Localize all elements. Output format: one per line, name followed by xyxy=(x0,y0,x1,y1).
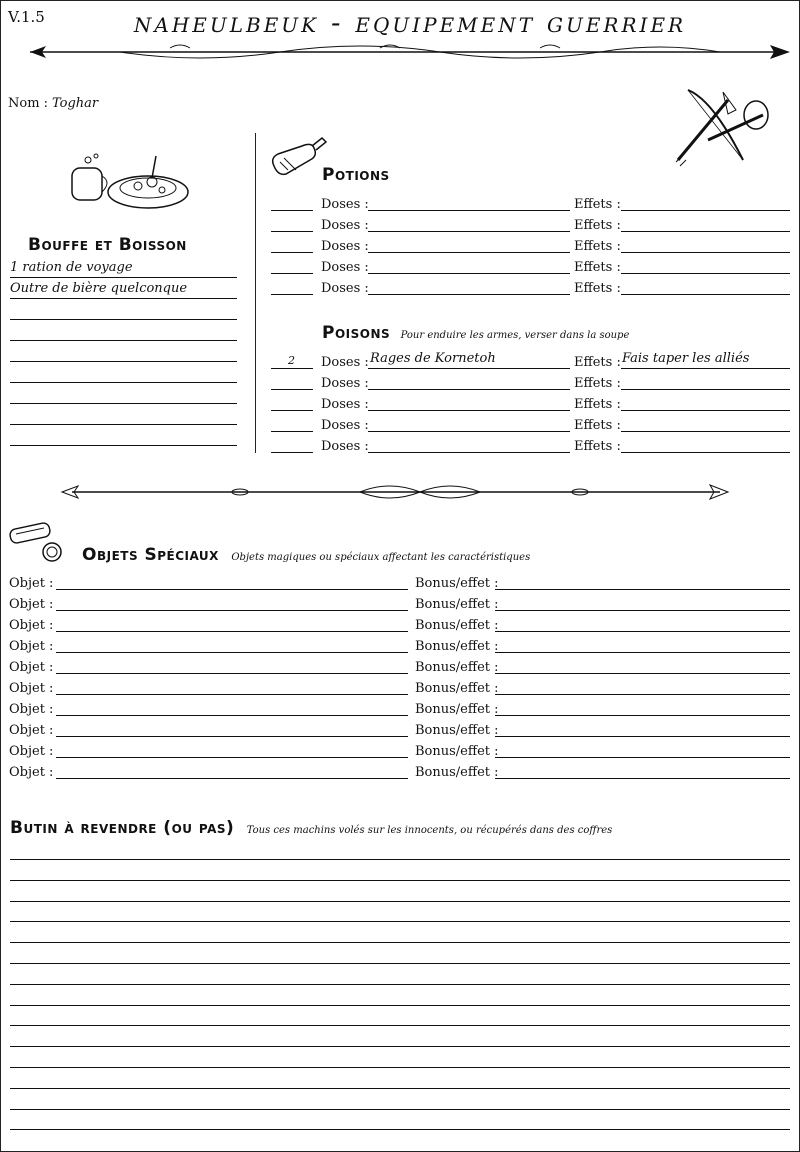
potions-effets-line[interactable] xyxy=(621,252,790,253)
objet-label: Objet : xyxy=(9,660,54,675)
bonus-label: Bonus/effet : xyxy=(415,702,499,717)
potions-doses-label: Doses : xyxy=(321,239,369,254)
potions-qty-line[interactable] xyxy=(271,252,313,253)
poisons-qty-line[interactable] xyxy=(271,410,313,411)
bonus-line[interactable] xyxy=(495,589,790,590)
butin-line[interactable] xyxy=(10,984,790,985)
food-icon xyxy=(68,150,188,220)
potions-qty-line[interactable] xyxy=(271,231,313,232)
butin-line[interactable] xyxy=(10,1067,790,1068)
bonus-line[interactable] xyxy=(495,610,790,611)
bouffe-line[interactable] xyxy=(10,445,237,446)
poisons-doses-line[interactable] xyxy=(368,452,570,453)
poisons-title: Poisons xyxy=(322,323,391,343)
potions-effets-line[interactable] xyxy=(621,294,790,295)
bouffe-heading: Bouffe et Boisson xyxy=(28,235,187,255)
objet-line[interactable] xyxy=(56,778,408,779)
bonus-label: Bonus/effet : xyxy=(415,765,499,780)
bonus-label: Bonus/effet : xyxy=(415,723,499,738)
objet-line[interactable] xyxy=(56,757,408,758)
bonus-line[interactable] xyxy=(495,631,790,632)
potions-doses-line[interactable] xyxy=(368,273,570,274)
potions-qty-line[interactable] xyxy=(271,294,313,295)
spear-ornament-icon xyxy=(0,38,800,68)
potions-effets-label: Effets : xyxy=(574,218,621,233)
bonus-line[interactable] xyxy=(495,778,790,779)
bonus-label: Bonus/effet : xyxy=(415,660,499,675)
objet-label: Objet : xyxy=(9,765,54,780)
poisons-qty[interactable]: 2 xyxy=(288,354,295,367)
bouffe-entry[interactable]: Outre de bière quelconque xyxy=(10,281,188,296)
objet-line[interactable] xyxy=(56,589,408,590)
objet-label: Objet : xyxy=(9,597,54,612)
bonus-line[interactable] xyxy=(495,736,790,737)
butin-line[interactable] xyxy=(10,859,790,860)
objet-label: Objet : xyxy=(9,744,54,759)
objet-line[interactable] xyxy=(56,652,408,653)
potions-effets-label: Effets : xyxy=(574,281,621,296)
potions-doses-line[interactable] xyxy=(368,294,570,295)
page-title: naheulbeuk - equipement guerrier xyxy=(133,6,687,39)
bouffe-line[interactable] xyxy=(10,424,237,425)
bonus-line[interactable] xyxy=(495,673,790,674)
butin-line[interactable] xyxy=(10,901,790,902)
butin-line[interactable] xyxy=(10,1046,790,1047)
poisons-qty-line[interactable] xyxy=(271,368,313,369)
bonus-label: Bonus/effet : xyxy=(415,576,499,591)
poisons-effets-line[interactable] xyxy=(621,410,790,411)
bouffe-entry[interactable]: 1 ration de voyage xyxy=(10,260,133,275)
poisons-doses-line[interactable] xyxy=(368,389,570,390)
butin-line[interactable] xyxy=(10,921,790,922)
objet-label: Objet : xyxy=(9,639,54,654)
bonus-line[interactable] xyxy=(495,757,790,758)
objet-line[interactable] xyxy=(56,736,408,737)
poisons-heading xyxy=(322,323,629,343)
bouffe-line[interactable] xyxy=(10,361,237,362)
objet-line[interactable] xyxy=(56,715,408,716)
bouffe-line[interactable] xyxy=(10,382,237,383)
poisons-effets-label: Effets : xyxy=(574,439,621,454)
potions-doses-label: Doses : xyxy=(321,218,369,233)
nom-value[interactable]: Toghar xyxy=(52,96,99,111)
butin-heading xyxy=(10,818,612,838)
potions-doses-line[interactable] xyxy=(368,210,570,211)
potions-qty-line[interactable] xyxy=(271,273,313,274)
poisons-doses-label: Doses : xyxy=(321,397,369,412)
potions-doses-label: Doses : xyxy=(321,260,369,275)
poisons-effets-value[interactable]: Fais taper les alliés xyxy=(622,351,750,366)
butin-line[interactable] xyxy=(10,1109,790,1110)
poisons-qty-line[interactable] xyxy=(271,389,313,390)
butin-line[interactable] xyxy=(10,1005,790,1006)
poisons-doses-label: Doses : xyxy=(321,439,369,454)
objet-line[interactable] xyxy=(56,694,408,695)
poisons-effets-line[interactable] xyxy=(621,431,790,432)
butin-line[interactable] xyxy=(10,1129,790,1130)
poisons-effets-line[interactable] xyxy=(621,389,790,390)
poisons-effets-label: Effets : xyxy=(574,376,621,391)
objet-label: Objet : xyxy=(9,576,54,591)
butin-line[interactable] xyxy=(10,1088,790,1089)
bonus-line[interactable] xyxy=(495,715,790,716)
potions-effets-line[interactable] xyxy=(621,231,790,232)
bonus-label: Bonus/effet : xyxy=(415,639,499,654)
poisons-effets-label: Effets : xyxy=(574,397,621,412)
objet-line[interactable] xyxy=(56,610,408,611)
butin-line[interactable] xyxy=(10,880,790,881)
potions-effets-line[interactable] xyxy=(621,210,790,211)
bonus-label: Bonus/effet : xyxy=(415,597,499,612)
bouffe-line[interactable] xyxy=(10,340,237,341)
potion-bottle-icon xyxy=(268,132,328,182)
poisons-doses-label: Doses : xyxy=(321,418,369,433)
butin-line[interactable] xyxy=(10,1025,790,1026)
potions-doses-line[interactable] xyxy=(368,231,570,232)
bouffe-line[interactable] xyxy=(10,298,237,299)
poisons-doses-label: Doses : xyxy=(321,376,369,391)
bouffe-line[interactable] xyxy=(10,277,237,278)
poisons-subtitle: Pour enduire les armes, verser dans la soupe xyxy=(400,330,630,341)
weapons-icon xyxy=(668,80,778,170)
poisons-doses-line[interactable] xyxy=(368,410,570,411)
objet-label: Objet : xyxy=(9,723,54,738)
potions-doses-label: Doses : xyxy=(321,197,369,212)
poisons-doses-line[interactable] xyxy=(368,368,570,369)
objet-label: Objet : xyxy=(9,618,54,633)
potions-effets-line[interactable] xyxy=(621,273,790,274)
objets-title: Objets Spéciaux xyxy=(82,545,219,565)
potions-doses-line[interactable] xyxy=(368,252,570,253)
poisons-effets-line[interactable] xyxy=(621,452,790,453)
poisons-doses-line[interactable] xyxy=(368,431,570,432)
objet-label: Objet : xyxy=(9,681,54,696)
poisons-effets-label: Effets : xyxy=(574,355,621,370)
staff-ornament-icon xyxy=(60,480,760,504)
poisons-effets-label: Effets : xyxy=(574,418,621,433)
column-divider xyxy=(255,133,256,453)
poisons-qty-line[interactable] xyxy=(271,431,313,432)
potions-qty-line[interactable] xyxy=(271,210,313,211)
butin-line[interactable] xyxy=(10,963,790,964)
bouffe-line[interactable] xyxy=(10,403,237,404)
butin-line[interactable] xyxy=(10,942,790,943)
bonus-line[interactable] xyxy=(495,694,790,695)
objet-line[interactable] xyxy=(56,631,408,632)
butin-subtitle: Tous ces machins volés sur les innocents, ou récupérés dans des coffres xyxy=(246,825,613,836)
version-label: V.1.5 xyxy=(8,8,45,26)
potions-effets-label: Effets : xyxy=(574,239,621,254)
potions-effets-label: Effets : xyxy=(574,197,621,212)
bonus-line[interactable] xyxy=(495,652,790,653)
bonus-label: Bonus/effet : xyxy=(415,744,499,759)
potions-heading: Potions xyxy=(322,165,390,185)
objet-line[interactable] xyxy=(56,673,408,674)
poisons-effets-line[interactable] xyxy=(621,368,790,369)
bonus-label: Bonus/effet : xyxy=(415,618,499,633)
poisons-doses-value[interactable]: Rages de Kornetoh xyxy=(370,351,496,366)
objet-label: Objet : xyxy=(9,702,54,717)
potions-doses-label: Doses : xyxy=(321,281,369,296)
potions-effets-label: Effets : xyxy=(574,260,621,275)
poisons-doses-label: Doses : xyxy=(321,355,369,370)
objets-subtitle: Objets magiques ou spéciaux affectant les caractéristiques xyxy=(231,552,531,563)
poisons-qty-line[interactable] xyxy=(271,452,313,453)
nom-label: Nom : xyxy=(8,96,49,111)
bouffe-line[interactable] xyxy=(10,319,237,320)
objets-heading xyxy=(82,545,530,565)
scroll-ring-icon xyxy=(6,520,76,570)
bonus-label: Bonus/effet : xyxy=(415,681,499,696)
butin-title: Butin à revendre (ou pas) xyxy=(10,818,235,838)
